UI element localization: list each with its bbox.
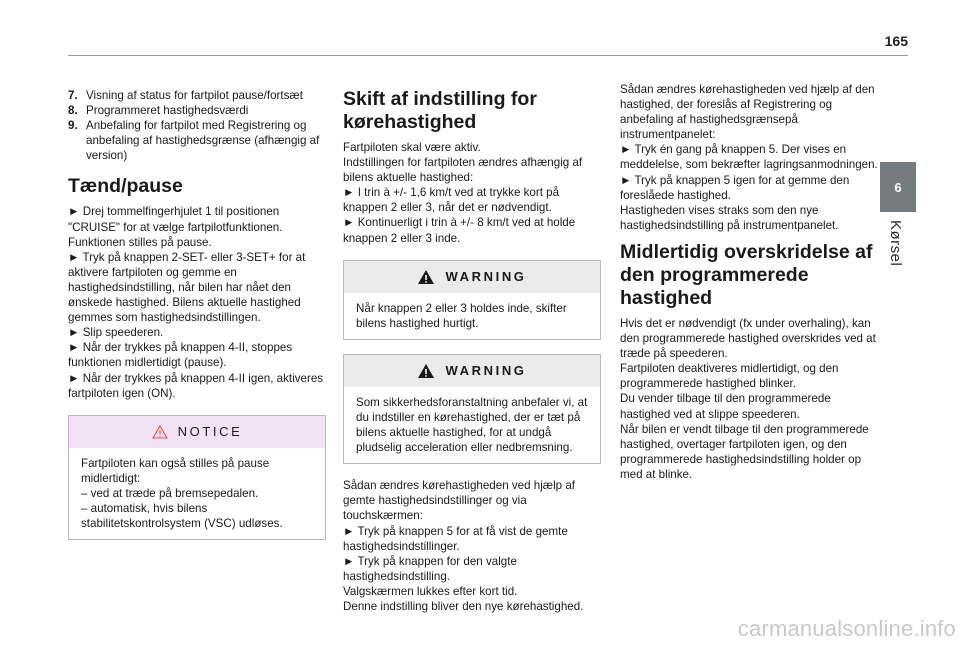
warning-box [343, 260, 601, 340]
notice-body [69, 448, 325, 539]
header-rule [68, 55, 908, 56]
paragraph: Fartpiloten skal være aktiv. [343, 141, 481, 154]
warning-label: WARNING [445, 269, 527, 285]
paragraph: ► I trin à +/- 1,6 km/t ved at trykke kort på knappen 2 eller 3, når det er nødvendigt. [343, 186, 560, 215]
item-text: Anbefaling for fartpilot med Registrering og anbefaling af hastighedsgrænse (afhængig af version) [86, 119, 320, 163]
notice-line: – automatisk, hvis bilens stabilitetskontrolsystem (VSC) udløses. [81, 501, 283, 531]
item-text: Visning af status for fartpilot pause/fortsæt [86, 89, 303, 102]
watermark: carmanualsonline.info [737, 616, 956, 641]
paragraph: Hvis det er nødvendigt (fx under overhaling), kan den programmerede hastighed overskrides ved at træde på speederen. [620, 316, 876, 361]
warning-text: Som sikkerhedsforanstaltning anbefaler vi, at du indstiller en kørehastighed, der er tæt på bilens aktuelle hastighed, for at undgå pludselig acceleration eller nedbremsning. [356, 395, 588, 455]
paragraph: Sådan ændres kørehastigheden ved hjælp af den hastighed, der foreslås af Registrering og anbefaling af hastighedsgrænsepå instrumentpanelet: [620, 83, 875, 142]
notice-header [69, 416, 325, 448]
warning-body [344, 387, 600, 463]
paragraph: ► Kontinuerligt i trin à +/- 8 km/t ved at holde knappen 2 eller 3 inde. [343, 216, 576, 245]
notice-line: – ved at træde på bremsepedalen. [81, 486, 259, 500]
paragraph: Denne indstilling bliver den nye kørehastighed. [343, 599, 584, 613]
warning-header [344, 261, 600, 293]
paragraph: ► Tryk på knappen 2-SET- eller 3-SET+ for at aktivere fartpiloten og gemme en hastighedsindstilling, når bilen har nået den ønskede hastighed. Bilens aktuelle hastighed gemmes som hastighedsindstillingen. [68, 250, 306, 325]
paragraph: ► Slip speederen. [68, 326, 164, 340]
notice-line: Fartpiloten kan også stilles på pause midlertidigt: [81, 456, 270, 485]
list-item [68, 103, 326, 118]
list-item [68, 88, 326, 103]
section-heading: Tænd/pause [68, 175, 183, 198]
paragraph: ► Tryk på knappen 5 for at få vist de gemte hastighedsindstillinger. [343, 524, 568, 553]
paragraph: ► Tryk én gang på knappen 5. Der vises en meddelelse, som bekræfter lagringsanmodningen. [620, 143, 878, 172]
warning-triangle-icon [417, 269, 435, 285]
item-text: Programmeret hastighedsværdi [86, 104, 249, 118]
item-number: 9. [68, 119, 78, 133]
column-3 [620, 82, 882, 482]
paragraph: ► Når der trykkes på knappen 4-II igen, aktiveres fartpiloten igen (ON). [68, 371, 324, 400]
page-number: 165 [884, 33, 908, 49]
column-2 [343, 88, 601, 614]
list-item [68, 118, 326, 163]
paragraph: Fartpiloten deaktiveres midlertidigt, og den programmerede hastighed blinker. [620, 362, 839, 391]
paragraph: Funktionen stilles på pause. [68, 235, 212, 249]
item-number: 8. [68, 104, 78, 118]
notice-box [68, 415, 326, 540]
column-1 [68, 88, 326, 554]
paragraph: ► Når der trykkes på knappen 4-II, stoppes funktionen midlertidigt (pause). [68, 341, 293, 370]
section-heading: Midlertidig overskridelse af den programmerede hastighed [620, 240, 873, 309]
paragraph: Valgskærmen lukkes efter kort tid. [343, 584, 518, 598]
paragraph: ► Tryk på knappen 5 igen for at gemme den foreslåede hastighed. [620, 173, 850, 202]
chapter-tab[interactable] [880, 162, 916, 212]
warning-label: WARNING [445, 363, 527, 379]
paragraph: Du vender tilbage til den programmerede hastighed ved at slippe speederen. [620, 392, 831, 421]
warning-header [344, 355, 600, 387]
paragraph: Når bilen er vendt tilbage til den programmerede hastighed, overtager fartpiloten igen, og den programmerede hastighedsindstilling holder op med at blinke. [620, 422, 869, 481]
chapter-number: 6 [894, 179, 902, 195]
paragraph: Hastigheden vises straks som den nye hastighedsindstilling på instrumentpanelet. [620, 203, 839, 232]
item-number: 7. [68, 89, 78, 102]
section-heading: Skift af indstilling for kørehastighed [343, 88, 537, 133]
notice-label: NOTICE [177, 424, 243, 440]
warning-triangle-icon [152, 425, 168, 439]
warning-box [343, 354, 601, 464]
paragraph: ► Drej tommelfingerhjulet 1 til positionen "CRUISE" for at vælge fartpilotfunktionen. [68, 205, 283, 234]
paragraph: ► Tryk på knappen for den valgte hastighedsindstilling. [343, 554, 517, 583]
paragraph: Sådan ændres kørehastigheden ved hjælp af gemte hastighedsindstillinger og via touchskærmen: [343, 479, 576, 523]
legend-list [68, 88, 326, 163]
paragraph: Indstillingen for fartpiloten ændres afhængig af bilens aktuelle hastighed: [343, 156, 583, 185]
warning-text: Når knappen 2 eller 3 holdes inde, skifter bilens hastighed hurtigt. [356, 301, 567, 330]
chapter-title: Kørsel [887, 220, 904, 267]
warning-triangle-icon [417, 363, 435, 379]
warning-body [344, 293, 600, 339]
